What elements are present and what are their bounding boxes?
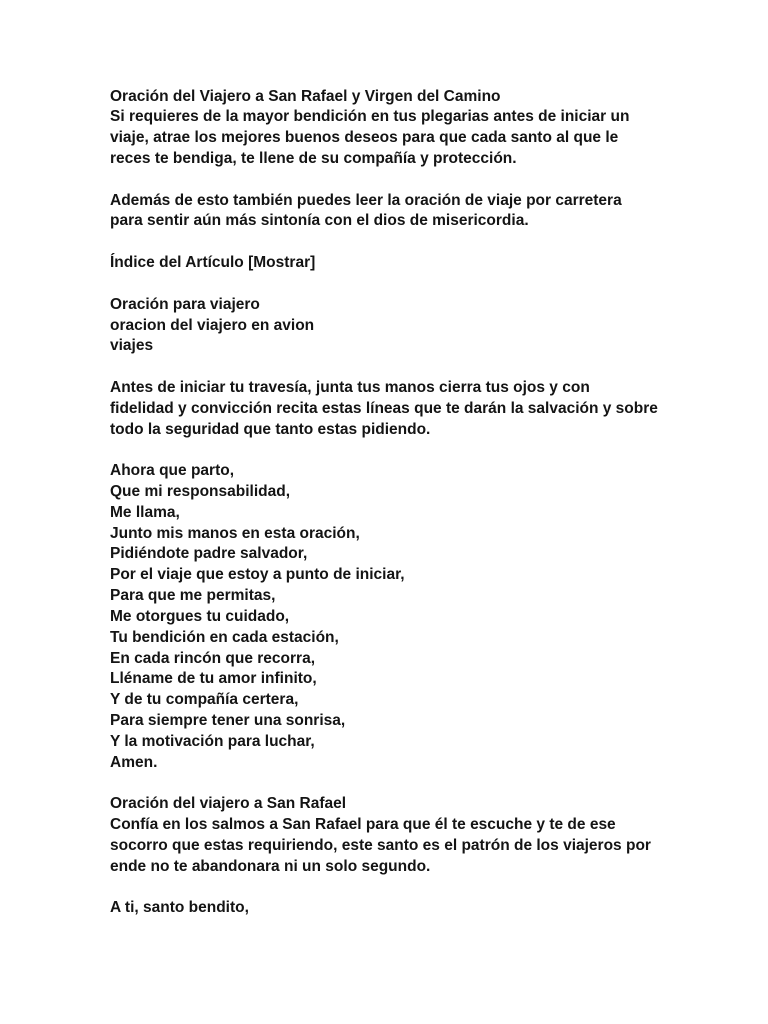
intro-line: Si requieres de la mayor bendición en tus plegarias antes de iniciar un (110, 108, 630, 126)
section-intro-line: Confía en los salmos a San Rafael para que él te escuche y te de ese (110, 816, 616, 834)
san-rafael-section (110, 794, 768, 877)
prayer-line: Junto mis manos en esta oración, (110, 524, 360, 542)
article-title: Oración del Viajero a San Rafael y Virgen del Camino (110, 87, 501, 105)
section-intro-line: ende no te abandonara ni un solo segundo. (110, 857, 431, 875)
san-rafael-prayer (110, 898, 768, 919)
related-line: para sentir aún más sintonía con el dios de misericordia. (110, 212, 529, 230)
toc-item: Oración para viajero (110, 295, 260, 313)
toc-item: viajes (110, 337, 154, 355)
prayer-line: Y de tu compañía certera, (110, 691, 299, 709)
toc-label: Índice del Artículo (110, 254, 244, 272)
toc-item: oracion del viajero en avion (110, 316, 315, 334)
prayer-line: Me llama, (110, 503, 180, 521)
intro-line: viaje, atrae los mejores buenos deseos para que cada santo al que le (110, 129, 619, 147)
prayer-line: Para que me permitas, (110, 587, 276, 605)
intro-paragraph (110, 87, 768, 170)
prayer-line: Para siempre tener una sonrisa, (110, 711, 346, 729)
prayer-line: A ti, santo bendito, (110, 899, 249, 917)
intro-line: reces te bendiga, te llene de su compañía y protección. (110, 150, 517, 168)
related-line: Además de esto también puedes leer la oración de viaje por carretera (110, 191, 622, 209)
instructions-paragraph (110, 378, 768, 440)
instruction-line: Antes de iniciar tu travesía, junta tus manos cierra tus ojos y con (110, 378, 590, 396)
prayer-line: Y la motivación para luchar, (110, 732, 315, 750)
prayer-line: Por el viaje que estoy a punto de iniciar, (110, 566, 405, 584)
prayer-line: Me otorgues tu cuidado, (110, 607, 290, 625)
prayer-verse (110, 461, 768, 773)
toc-list (110, 295, 768, 357)
prayer-line: Lléname de tu amor infinito, (110, 670, 317, 688)
instruction-line: todo la seguridad que tanto estas pidiendo. (110, 420, 431, 438)
prayer-line: Que mi responsabilidad, (110, 483, 291, 501)
prayer-line: Pidiéndote padre salvador, (110, 545, 308, 563)
section-title: Oración del viajero a San Rafael (110, 795, 347, 813)
prayer-line: En cada rincón que recorra, (110, 649, 316, 667)
prayer-line: Tu bendición en cada estación, (110, 628, 339, 646)
prayer-line: Amen. (110, 753, 158, 771)
prayer-line: Ahora que parto, (110, 462, 235, 480)
related-paragraph (110, 191, 768, 233)
section-intro-line: socorro que estas requiriendo, este santo es el patrón de los viajeros por (110, 836, 651, 854)
toc-toggle[interactable]: [Mostrar] (248, 254, 316, 272)
table-of-contents-header (110, 253, 768, 274)
instruction-line: fidelidad y convicción recita estas líneas que te darán la salvación y sobre (110, 399, 658, 417)
toc-heading (110, 253, 768, 274)
